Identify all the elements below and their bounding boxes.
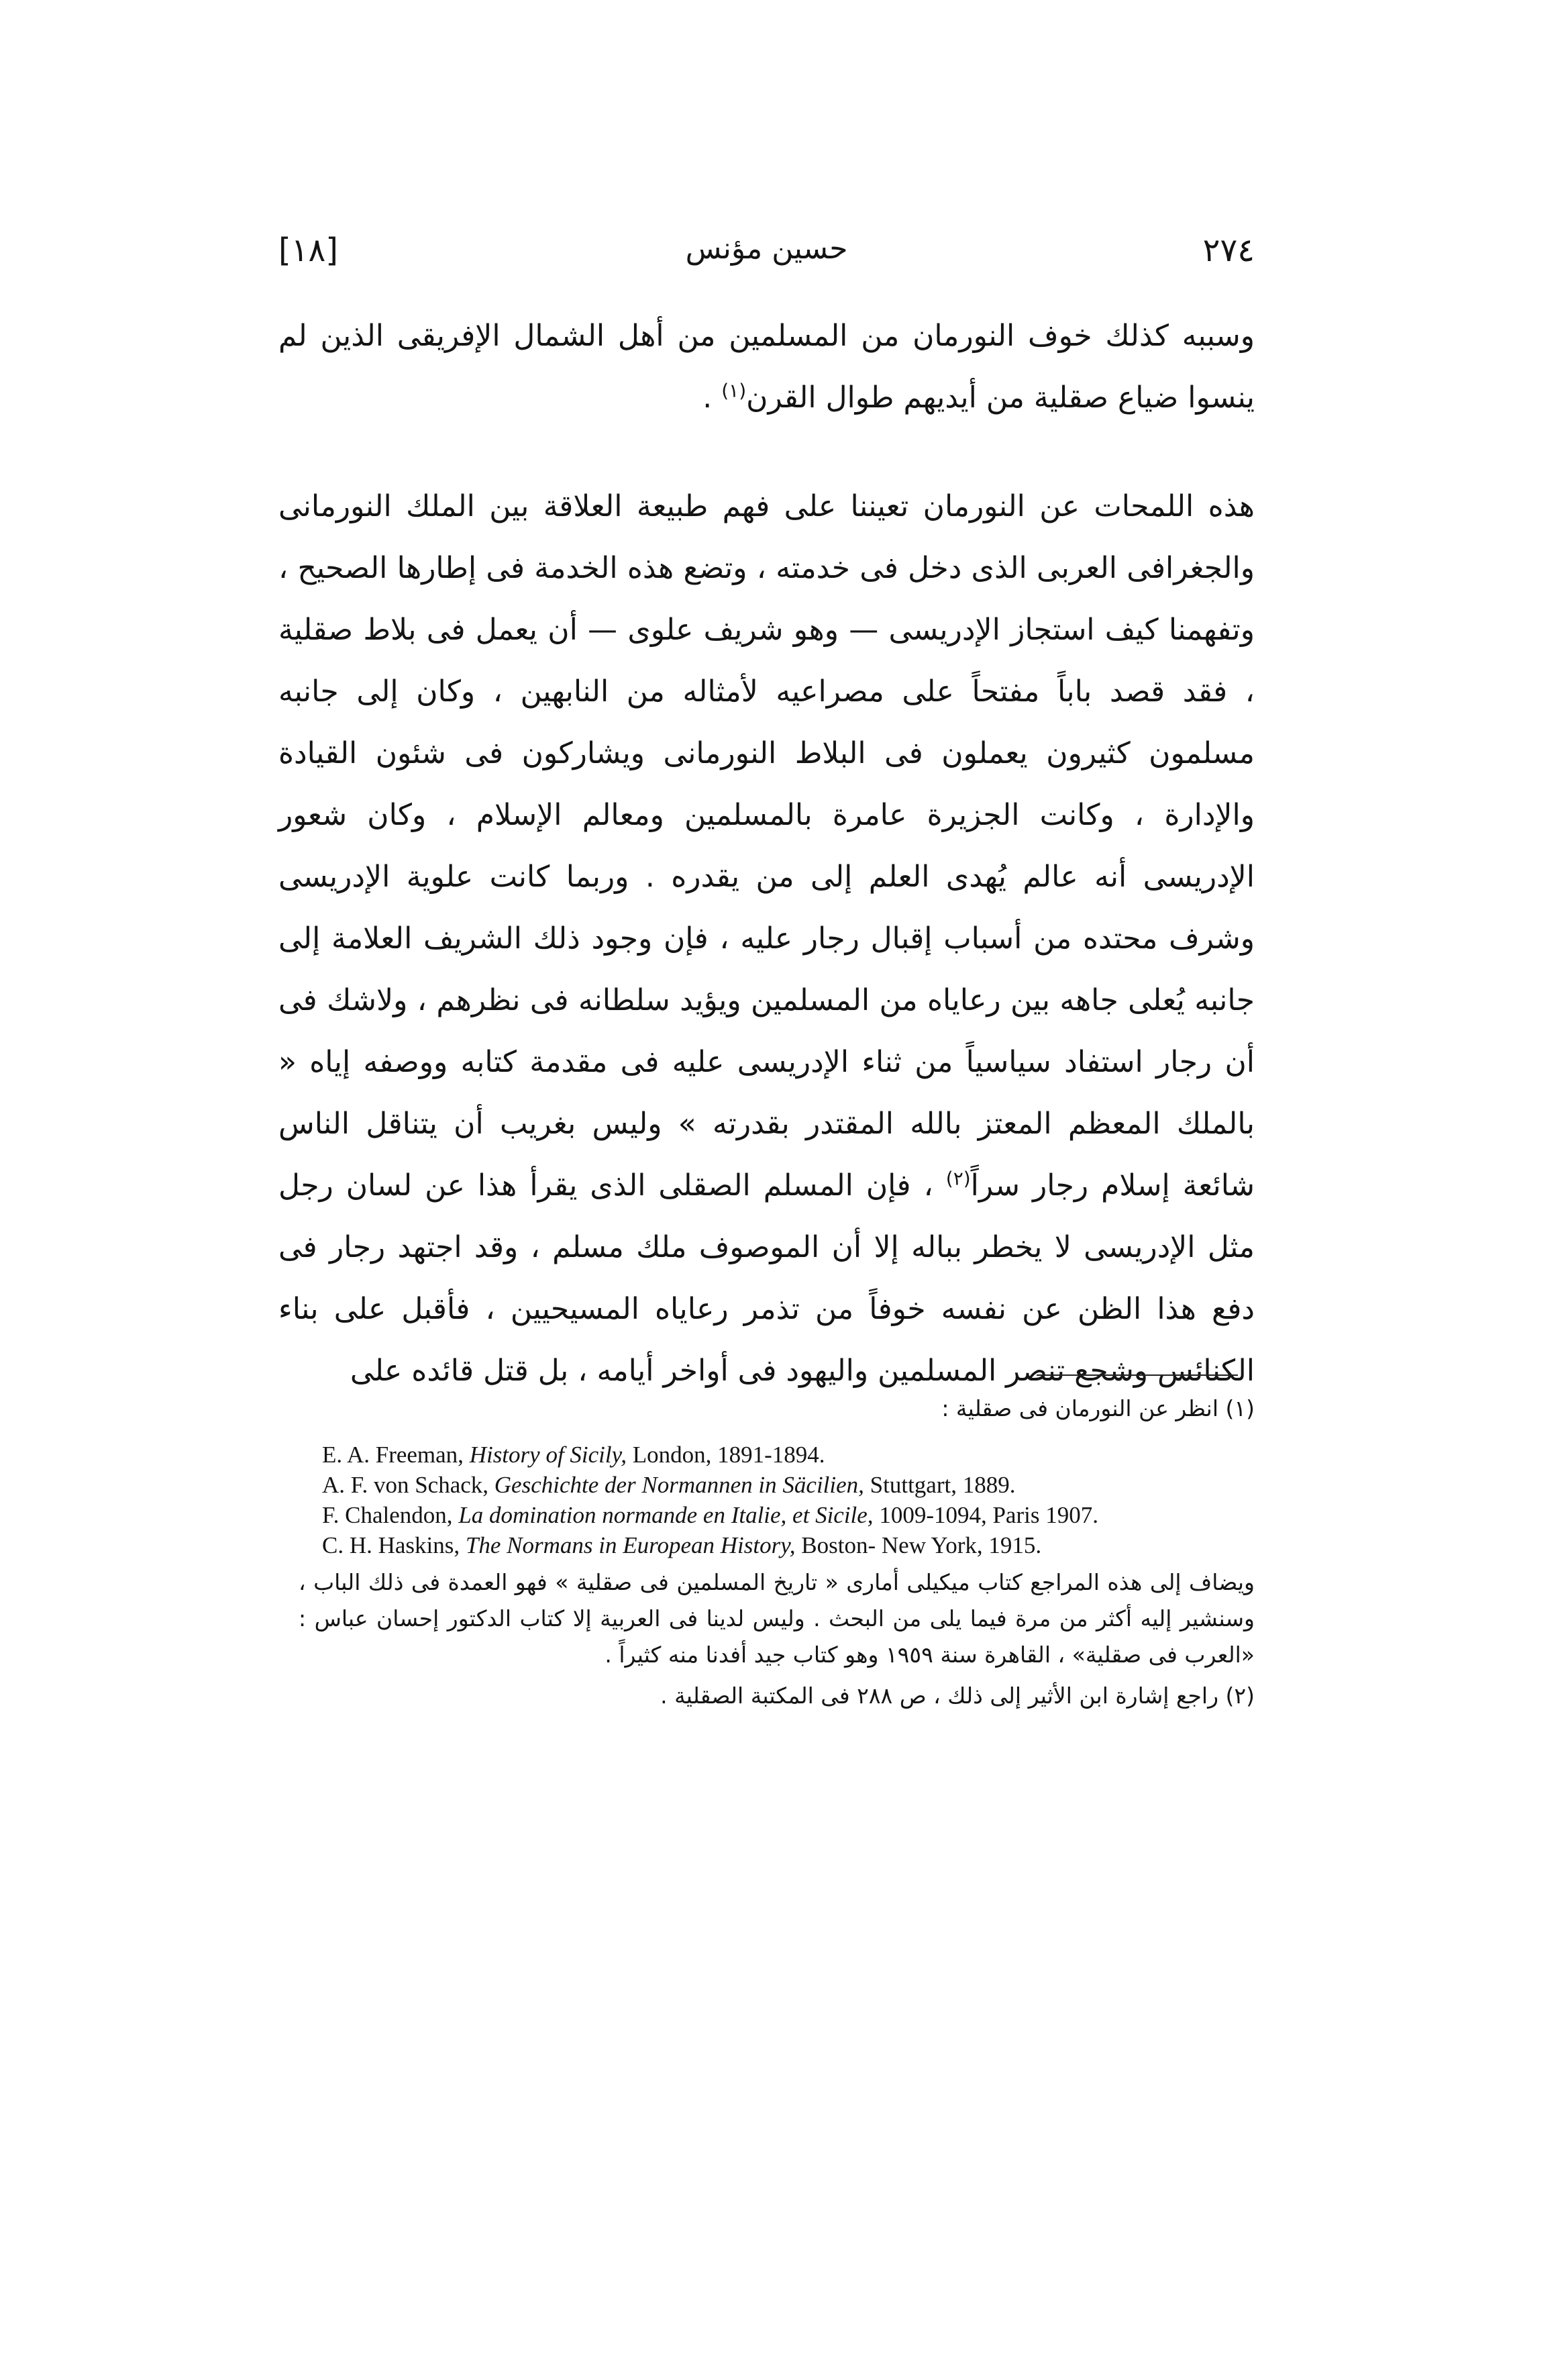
running-header [278,232,1255,285]
paragraph-1-text: وسببه كذلك خوف النورمان من المسلمين من أهل الشمال الإفريقى الذين لم ينسوا ضياع صقلية من أيديهم طوال القرن [278,319,1255,415]
reference-item [322,1500,1255,1530]
footnote-ref-2: (٢) [945,1167,971,1190]
section-number: [١٨] [278,232,339,269]
reference-details: Boston- New York, 1915. [795,1532,1042,1558]
reference-title: History of Sicily, [469,1442,627,1468]
page-number: ٢٧٤ [1202,232,1255,269]
main-text [278,305,1255,1402]
footnote-ref-1: (١) [721,379,747,402]
reference-item [322,1470,1255,1500]
footnote-separator [1037,1374,1238,1376]
footnotes [278,1393,1255,1712]
reference-author: F. Chalendon, [322,1502,459,1528]
reference-item [322,1530,1255,1560]
reference-title: La domination normande en Italie, et Sicile, [458,1502,874,1528]
reference-author: E. A. Freeman, [322,1442,470,1468]
paragraph-2-text-a: هذه اللمحات عن النورمان تعيننا على فهم طبيعة العلاقة بين الملك النورمانى والجغرافى العربى الذى دخل فى خدمته ، وتضع هذه الخدمة فى إطارها الصحيح ، وتفهمنا كيف استجاز الإدريسى — وهو شريف علوى — أن يعمل فى بلاط صقلية ، فقد قصد باباً مفتحاً على مصراعيه لأمثاله من النابهين ، وكان إلى جانبه مسلمون كثيرون يعملون فى البلاط النورمانى ويشاركون فى شئون القيادة والإدارة ، وكانت الجزيرة عامرة بالمسلمين ومعالم الإسلام ، وكان شعور الإدريسى أنه عالم يُهدى العلم إلى من يقدره . وربما كانت علوية الإدريسى وشرف محتده من أسباب إقبال رجار عليه ، فإن وجود ذلك الشريف العلامة إلى جانبه يُعلى جاهه بين رعاياه من المسلمين ويؤيد سلطانه فى نظرهم ، ولاشك فى أن رجار استفاد سياسياً من ثناء الإدريسى عليه فى مقدمة كتابه ووصفه إياه « بالملك المعظم المعتز بالله المقتدر بقدرته » وليس بغريب أن يتناقل الناس شائعة إسلام رجار سراً [278,489,1255,1203]
reference-list [322,1440,1255,1560]
footnote-2: (٢) راجع إشارة ابن الأثير إلى ذلك ، ص ٢٨٨ فى المكتبة الصقلية . [660,1683,1255,1709]
reference-title: The Normans in European History, [465,1532,796,1558]
paragraph-2 [278,476,1255,1402]
paragraph-1-end: . [702,381,722,415]
footnote-1-intro: (١) انظر عن النورمان فى صقلية : [941,1395,1255,1421]
running-author: حسين مؤنس [685,232,848,266]
reference-item [322,1440,1255,1470]
reference-details: London, 1891-1894. [626,1442,825,1468]
reference-details: 1009-1094, Paris 1907. [873,1502,1098,1528]
reference-author: A. F. von Schack, [322,1472,494,1498]
footnote-1-continuation: ويضاف إلى هذه المراجع كتاب ميكيلى أمارى « تاريخ المسلمين فى صقلية » فهو العمدة فى ذلك الباب ، وسنشير إليه أكثر من مرة فيما يلى من البحث . وليس لدينا فى العربية إلا كتاب الدكتور إحسان عباس : «العرب فى صقلية» ، القاهرة سنة ١٩٥٩ وهو كتاب جيد أفدنا منه كثيراً . [299,1569,1255,1668]
reference-title: Geschichte der Normannen in Säcilien, [494,1472,864,1498]
reference-author: C. H. Haskins, [322,1532,466,1558]
paragraph-1 [278,305,1255,429]
reference-details: Stuttgart, 1889. [864,1472,1016,1498]
footnote-1-continuation-block [299,1564,1255,1673]
paragraph-2-text-b: ، فإن المسلم الصقلى الذى يقرأ هذا عن لسان رجل مثل الإدريسى لا يخطر بباله إلا أن الموصوف ملك مسلم ، وقد اجتهد رجار فى دفع هذا الظن عن نفسه خوفاً من تذمر رعاياه المسيحيين ، فأقبل على بناء الكنائس وشجع تنصر المسلمين واليهود فى أواخر أيامه ، بل قتل قائده على [278,1168,1255,1388]
